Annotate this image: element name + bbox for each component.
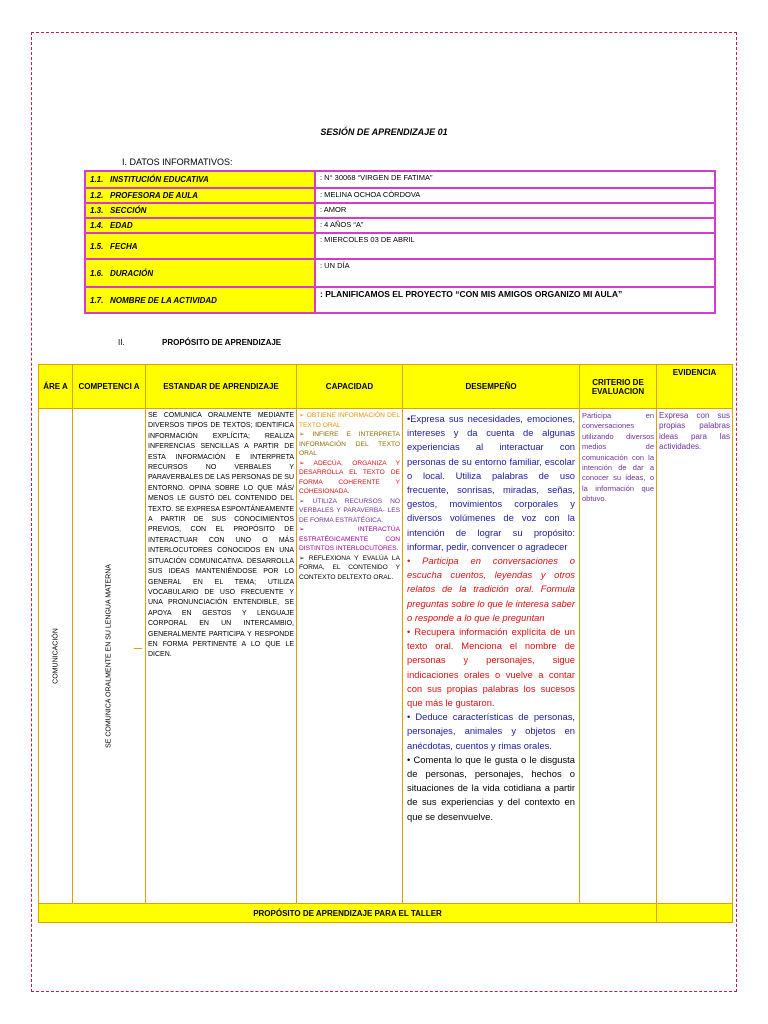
info-row — [85, 218, 715, 233]
desempeno-item: •Expresa sus necesidades, emociones, intereses y da cuenta de algunas experiencias al interactuar con personas de su entorno familiar, escolar o local. Utiliza palabras de uso frecuente, sonrisas, miradas, señas, gestos, movimientos corporales y diversos volúmenes de voz con la intención de lograr su propósito: informar, pedir, convencer o agradecer — [407, 413, 575, 552]
desempeno-item: • Participa en conversaciones o escucha cuentos, leyendas y otros relatos de la tradición oral. Formula preguntas sobre lo que le interesa saber o responde a lo que le preguntan — [407, 555, 575, 623]
learning-table — [38, 364, 733, 923]
info-value: : PLANIFICAMOS EL PROYECTO “CON MIS AMIGOS ORGANIZO MI AULA” — [315, 287, 715, 313]
info-num: 1.1. — [90, 175, 104, 184]
info-row — [85, 287, 715, 313]
info-num: 1.6. — [90, 268, 104, 278]
info-label: PROFESORA DE AULA — [110, 191, 198, 200]
info-value: : AMOR — [315, 203, 715, 218]
info-num: 1.7. — [90, 295, 104, 305]
area-text: COMUNICACIÓN — [52, 628, 59, 684]
desempeno-item: • Recupera información explícita de un texto oral. Menciona el nombre de personas y personajes, sigue indicaciones orales o vuelve a contar con sus propias palabras los sucesos que más le gustaron. — [407, 626, 575, 709]
header-competencia: COMPETENCI A — [73, 365, 146, 409]
header-criterio: CRITERIO DE EVALUACION — [580, 365, 657, 409]
info-label: NOMBRE DE LA ACTIVIDAD — [110, 295, 217, 305]
info-value: : UN DÍA — [315, 259, 715, 287]
divider-tick — [134, 648, 142, 649]
capacidad-item: ➢ UTILIZA RECURSOS NO VERBALES Y PARAVERBA- LES DE FORMA ESTRATÉGICA. — [299, 497, 400, 524]
footer-label: PROPÓSITO DE APRENDIZAJE PARA EL TALLER — [39, 904, 657, 923]
info-label: FECHA — [110, 241, 138, 251]
cell-area — [39, 409, 73, 904]
info-table — [84, 170, 716, 314]
info-num: 1.4. — [90, 221, 104, 230]
section-label: PROPÓSITO DE APRENDIZAJE — [162, 338, 282, 347]
cell-estandar: SE COMUNICA ORALMENTE MEDIANTE DIVERSOS TIPOS DE TEXTOS; IDENTIFICA INFORMACIÓN EXPLÍCITA; REALIZA INFERENCIAS SENCILLAS A PARTIR DE ESTA INFORMACIÓN E INTERPRETA RECURSOS NO VERBALES Y PARAVERBALES DE LAS PERSONAS DE SU ENTORNO. OPINA SOBRE LO QUE MÁS/ MENOS LE GUSTÓ DEL CONTENIDO DEL TEXTO. SE EXPRESA ESPONTÁNEAMENTE A PARTIR DE SUS CONOCIMIENTOS PREVIOS, CON EL PROPÓSITO DE INTERACTUAR CON UNO O MÁS INTERLOCUTORES CONOCIDOS EN UNA SITUACIÓN COMUNICATIVA. DESARROLLA SUS IDEAS MANTENIÉNDOSE POR LO GENERAL EN EL TEMA; UTILIZA VOCABULARIO DE USO FRECUENTE Y UNA PRONUNCIACIÓN ENTENDIBLE, SE APOYA EN GESTOS Y LENGUAJE CORPORAL EN UN INTERCAMBIO, GENERALMENTE PARTICIPA Y RESPONDE EN FORMA PERTINENTE A LO QUE LE DICEN. — [146, 409, 297, 904]
section-datos-informativos: I. DATOS INFORMATIVOS: — [122, 157, 233, 167]
capacidad-item: ➢ INFIERE E INTERPRETA INFORMACIÓN DEL TEXTO ORAL — [299, 431, 400, 457]
section-num: II. — [118, 338, 125, 347]
info-label: EDAD — [110, 221, 133, 230]
table-footer-row — [39, 904, 733, 923]
info-row — [85, 233, 715, 259]
table-header-row — [39, 365, 733, 409]
cell-evidencia: Expresa con sus propias palabras ideas para las actividades. — [657, 409, 733, 904]
info-row — [85, 259, 715, 287]
table-row — [39, 409, 733, 904]
header-capacidad: CAPACIDAD — [297, 365, 403, 409]
section-proposito — [118, 338, 281, 347]
capacidad-item: ➢ ADECÚA, ORGANIZA Y DESARROLLA EL TEXTO DE FORMA COHERENTE Y COHESIONADA. — [299, 459, 400, 495]
competencia-text: SE COMUNICA ORALMENTE EN SU LENGUA MATERNA — [105, 564, 113, 748]
cell-competencia — [73, 409, 146, 904]
capacidad-item: ➢ INTERACTÚA ESTRATÉGICAMENTE CON DISTINTOS INTERLOCUTORES. — [299, 526, 400, 552]
capacidad-item: ➢ REFLEXIONA Y EVALÚA LA FORMA, EL CONTENIDO Y CONTEXTO DELTEXTO ORAL. — [299, 554, 400, 581]
info-row — [85, 203, 715, 218]
header-evidencia: EVIDENCIA — [657, 365, 733, 409]
capacidad-item: ➢ OBTIENE INFORMACIÓN DEL TEXTO ORAL — [299, 412, 400, 429]
info-label: SECCIÓN — [110, 206, 147, 215]
header-estandar: ESTANDAR DE APRENDIZAJE — [146, 365, 297, 409]
info-value: : MIERCOLES 03 DE ABRIL — [315, 233, 715, 259]
info-num: 1.2. — [90, 191, 104, 200]
header-desempeno: DESEMPEÑO — [403, 365, 580, 409]
desempeno-item: • Deduce características de personas, personajes, animales y objetos en anécdotas, cuentos y rimas orales. — [407, 711, 575, 751]
info-label: DURACIÓN — [110, 268, 154, 278]
info-label: INSTITUCIÓN EDUCATIVA — [110, 175, 209, 184]
info-value: : MELINA OCHOA CÓRDOVA — [315, 188, 715, 203]
info-num: 1.5. — [90, 241, 104, 251]
cell-criterio: Participa en conversaciones utilizando diversos medios de comunicación con la intención de dar a conocer su ideas, o la información que obtuvo. — [580, 409, 657, 904]
footer-empty — [657, 904, 733, 923]
page-title: SESIÓN DE APRENDIZAJE 01 — [320, 127, 448, 137]
info-value: : 4 AÑOS “A” — [315, 218, 715, 233]
cell-capacidad — [297, 409, 403, 904]
info-row — [85, 171, 715, 188]
info-num: 1.3. — [90, 206, 104, 215]
cell-desempeno — [403, 409, 580, 904]
info-value: : N° 30068 “VIRGEN DE FATIMA” — [315, 171, 715, 188]
desempeno-item: • Comenta lo que le gusta o le disgusta de personas, personajes, hechos o situaciones de la vida cotidiana a partir de sus experiencias y del contexto en que se desenvuelve. — [407, 753, 575, 822]
header-area: ÁRE A — [39, 365, 73, 409]
info-row — [85, 188, 715, 203]
